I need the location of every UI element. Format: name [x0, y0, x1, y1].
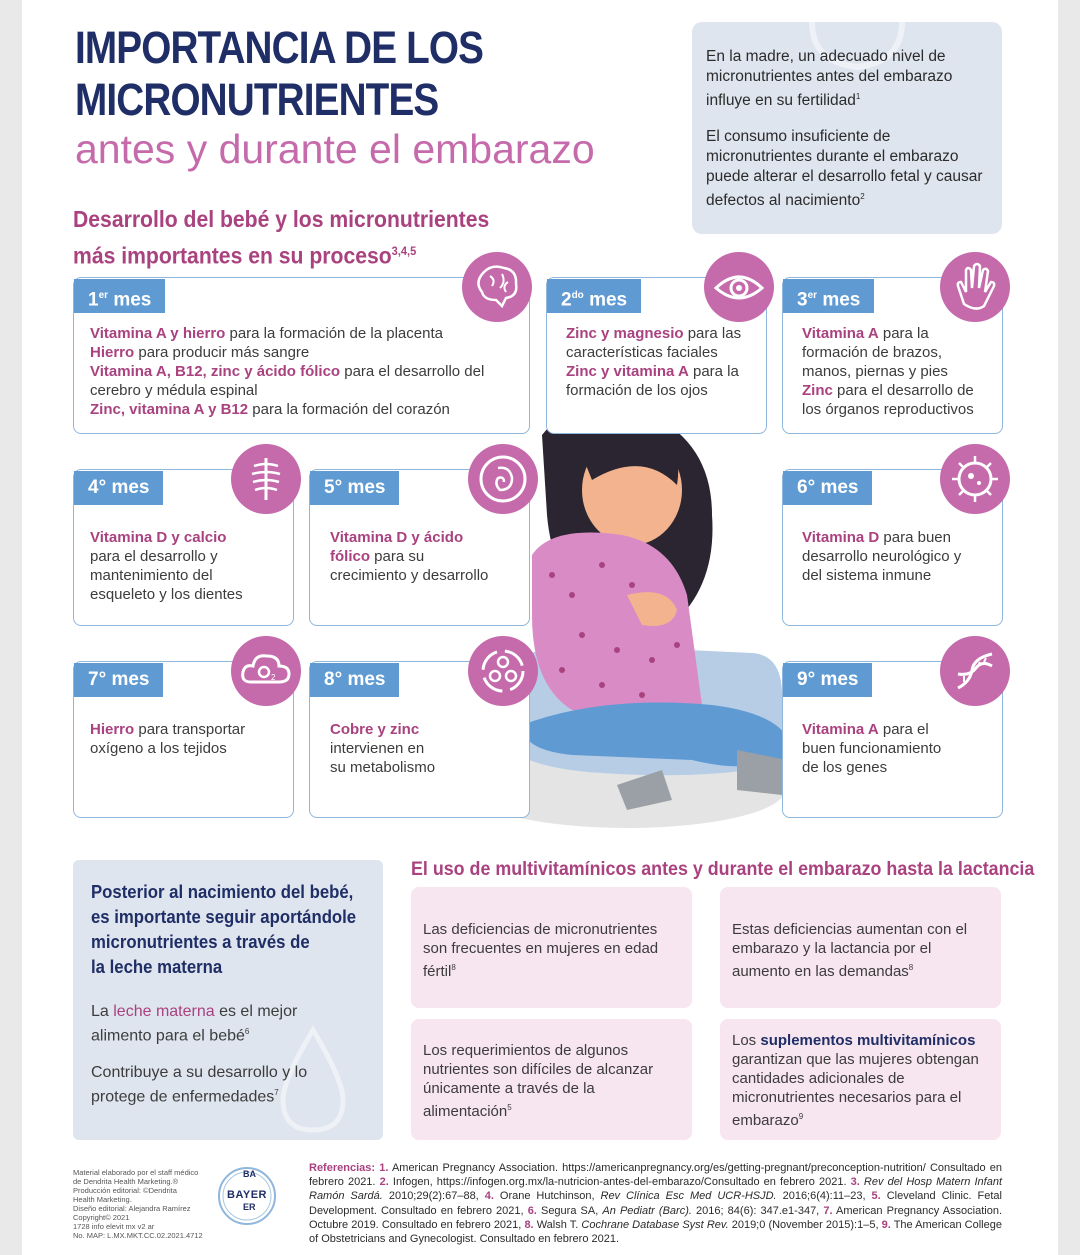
bayer-logo-vertical-top: BA: [243, 1169, 256, 1179]
month-3-text: [802, 324, 974, 419]
nutrient-name: Zinc, vitamina A y B12: [90, 401, 249, 418]
references: [309, 1161, 1002, 1246]
month-text-line: [566, 343, 741, 362]
month-1-text: [90, 324, 484, 419]
reference-text: Orane Hutchinson,: [493, 1190, 601, 1203]
bayer-logo: [217, 1166, 277, 1226]
info-paragraph-1: En la madre, un adecuado nivel de micronutrientes antes del embarazo influye en su fertilidad$^1$: [706, 48, 953, 110]
dna-icon: [940, 636, 1010, 706]
nutrient-purpose: desarrollo neurológico y: [802, 548, 962, 565]
nutrient-name: Vitamina D: [802, 529, 880, 546]
nutrient-purpose: cerebro y médula espinal: [90, 382, 258, 399]
month-1-tag: 1er mes: [74, 279, 165, 313]
oxygen-cloud-icon: [231, 636, 301, 706]
reference-text: 2016; 84(6): 347.e1-347,: [691, 1204, 824, 1217]
month-text-line: [802, 400, 974, 419]
page-title: [75, 22, 483, 126]
nutrient-purpose: para producir más sangre: [134, 344, 310, 361]
month-2-text: [566, 324, 741, 400]
reference-text: Cleveland Clinic. Fetal Development. Consultado en febrero 2021,: [309, 1190, 1002, 1217]
section-title-line-2: más importantes en su proceso$^{3,4,5}$: [73, 242, 417, 269]
month-text-line: [90, 739, 245, 758]
reference-text: American Pregnancy Association. Octubre 2019. Consultado en febrero 2021,: [309, 1204, 1003, 1231]
reference-number: 4.: [484, 1190, 494, 1203]
nutrient-purpose: para la formación de la placenta: [225, 325, 443, 342]
nutrient-name: Vitamina A, B12, zinc y ácido fólico: [90, 363, 341, 380]
month-2-tag: $2^{do}$ mes: [547, 279, 641, 313]
month-5-text: [330, 528, 488, 585]
eye-icon: [704, 252, 774, 322]
month-text-line: [566, 381, 741, 400]
month-5-tag: 5° mes: [310, 471, 399, 505]
reference-text: Walsh T.: [533, 1218, 582, 1231]
reference-text: American Pregnancy Association. https://americanpregnancy.org/es/getting-pregnant/preconception-nutrition/ Consultado en febrero 2021.: [309, 1162, 1002, 1189]
month-3-tag: 3er mes: [783, 279, 874, 313]
month-text-line: [802, 324, 974, 343]
nutrient-purpose: para la formación del corazón: [248, 401, 450, 418]
reference-text: Infogen, https://infogen.org.mx/la-nutricion-antes-del-embarazo/Consultado en febrero 2021.: [388, 1176, 851, 1189]
month-text-line: [802, 566, 961, 585]
nutrient-name: fólico: [330, 548, 370, 565]
nutrient-purpose: características faciales: [566, 344, 718, 361]
svg-text:2: 2: [271, 673, 276, 682]
month-text-line: [330, 547, 488, 566]
post-birth-paragraph-2: Contribuye a su desarrollo y lo protege de enfermedades$^7$: [91, 1064, 308, 1106]
nutrient-name: Vitamina A: [802, 325, 879, 342]
brain-icon: [462, 252, 532, 322]
month-text-line: [566, 362, 741, 381]
post-birth-box: [73, 860, 383, 1140]
month-text-line: [90, 343, 484, 362]
month-7-tag: 7° mes: [74, 663, 163, 697]
multivitamin-box-2: [720, 887, 1001, 1008]
month-text-line: [802, 758, 941, 777]
month-text-line: [802, 362, 974, 381]
reference-text: Segura SA,: [536, 1204, 603, 1217]
month-text-line: [330, 528, 488, 547]
nutrient-purpose: de los genes: [802, 759, 888, 776]
nutrient-purpose: para el desarrollo de: [832, 382, 974, 399]
month-text-line: [802, 720, 941, 739]
infographic-page: [22, 0, 1058, 1255]
hand-icon: [940, 252, 1010, 322]
bayer-logo-horizontal: BAYER: [227, 1189, 267, 1201]
box-3-text: Los requerimientos de algunos nutrientes son difíciles de alcanzar únicamente a través de la alimentación$^5$: [423, 1042, 654, 1120]
month-text-line: [330, 758, 435, 777]
metabolism-icon: [468, 636, 538, 706]
nutrient-name: Vitamina D y calcio: [90, 529, 227, 546]
nutrient-purpose: para el desarrollo del: [340, 363, 485, 380]
nutrient-purpose: formación de brazos,: [802, 344, 943, 361]
nutrient-name: Vitamina A: [802, 721, 879, 738]
nutrient-purpose: para transportar: [134, 721, 246, 738]
month-text-line: [90, 566, 243, 585]
month-text-line: [802, 547, 961, 566]
nutrient-purpose: para el desarrollo y: [90, 548, 218, 565]
reference-journal: Rev Clínica Esc Med UCR-HSJD.: [600, 1190, 777, 1203]
credits-text: Material elaborado por el staff médico de Dendrita Health Marketing.® Producción editorial: ©Dendrita Health Marketing. Diseño editorial: Alejandra Ramírez Copyright© 2021 1728 info elevit mx v2 ar No. MAP: L.MX.MKT.CC.02.2021.4712: [73, 1168, 203, 1240]
section-title-line-1: Desarrollo del bebé y los micronutrientes: [73, 206, 490, 232]
month-text-line: [90, 720, 245, 739]
nutrient-purpose: buen funcionamiento: [802, 740, 942, 757]
multivitamin-box-1: [411, 887, 692, 1008]
month-text-line: [330, 566, 488, 585]
box-4-text: Los suplementos multivitamínicos garantizan que las mujeres obtengan cantidades adicionales de micronutrientes necesarios para el embarazo$^9$: [732, 1032, 979, 1129]
nutrient-purpose: del sistema inmune: [802, 567, 932, 584]
box-1-text: Las deficiencias de micronutrientes son frecuentes en mujeres en edad fértil$^8$: [423, 921, 659, 980]
multivitamin-heading: El uso de multivitamínicos antes y durante el embarazo hasta la lactancia: [411, 859, 1035, 880]
page-subtitle: antes y durante el embarazo: [75, 126, 595, 172]
month-text-line: [90, 324, 484, 343]
reference-number: 9.: [881, 1218, 891, 1231]
month-text-line: [90, 381, 484, 400]
nutrient-purpose: oxígeno a los tejidos: [90, 740, 227, 757]
month-text-line: [802, 739, 941, 758]
month-8-text: [330, 720, 435, 777]
reference-journal: An Pediatr (Barc).: [602, 1204, 692, 1217]
month-8-tag: 8° mes: [310, 663, 399, 697]
month-text-line: [90, 547, 243, 566]
nutrient-name: Zinc: [802, 382, 833, 399]
month-text-line: [802, 343, 974, 362]
nutrient-name: Zinc y magnesio: [566, 325, 684, 342]
reference-number: 1.: [379, 1162, 389, 1174]
nutrient-purpose: para buen: [879, 529, 951, 546]
fetus-icon: [468, 444, 538, 514]
multivitamin-box-3: [411, 1019, 692, 1140]
nutrient-name: Vitamina A y hierro: [90, 325, 226, 342]
month-6-tag: 6° mes: [783, 471, 872, 505]
nutrient-purpose: su metabolismo: [330, 759, 436, 776]
month-text-line: [90, 528, 243, 547]
skeleton-icon: [231, 444, 301, 514]
reference-text: 2010;29(2):67–88,: [382, 1190, 485, 1203]
reference-text: The American College of Obstetricians and Gynecologist. Consultado en febrero 2021.: [309, 1218, 1002, 1246]
title-line-1: IMPORTANCIA DE LOS: [75, 22, 484, 73]
nutrient-name: Hierro: [90, 721, 135, 738]
reference-number: 6.: [527, 1204, 537, 1217]
nutrient-name: Cobre y zinc: [330, 721, 420, 738]
month-text-line: [330, 739, 435, 758]
nutrient-purpose: los órganos reproductivos: [802, 401, 974, 418]
box-2-text: Estas deficiencias aumentan con el embarazo y la lactancia por el aumento en las demandas$^8$: [732, 921, 968, 980]
month-9-tag: 9° mes: [783, 663, 872, 697]
nutrient-purpose: para el: [878, 721, 929, 738]
month-text-line: [90, 362, 484, 381]
immune-cell-icon: [940, 444, 1010, 514]
info-paragraph-2: El consumo insuficiente de micronutrientes durante el embarazo puede alterar el desarrollo fetal y causar defectos al nacimiento$^2$: [706, 128, 983, 210]
nutrient-name: Zinc y vitamina A: [566, 363, 689, 380]
reference-number: 2.: [379, 1176, 389, 1189]
nutrient-purpose: manos, piernas y pies: [802, 363, 948, 380]
month-text-line: [90, 585, 243, 604]
month-7-text: [90, 720, 245, 758]
month-text-line: [90, 400, 484, 419]
bayer-logo-vertical-bottom: ER: [243, 1202, 256, 1212]
title-line-2: MICRONUTRIENTES: [75, 74, 439, 125]
month-9-text: [802, 720, 941, 777]
reference-text: 2019;0 (November 2015):1–5,: [728, 1218, 882, 1231]
month-text-line: [802, 528, 961, 547]
intro-info-box: [692, 22, 1002, 234]
nutrient-purpose: para la: [878, 325, 929, 342]
nutrient-name: Hierro: [90, 344, 135, 361]
reference-number: 8.: [524, 1218, 534, 1231]
reference-journal: Cochrane Database Syst Rev.: [581, 1218, 729, 1231]
month-6-text: [802, 528, 961, 585]
reference-journal: Rev del Hosp Matern Infant Ramón Sardá.: [309, 1176, 1002, 1203]
month-text-line: [330, 720, 435, 739]
month-4-text: [90, 528, 243, 604]
nutrient-name: Vitamina D y ácido: [330, 529, 464, 546]
month-4-tag: 4° mes: [74, 471, 163, 505]
nutrient-purpose: formación de los ojos: [566, 382, 708, 399]
reference-number: 5.: [871, 1190, 881, 1203]
nutrient-purpose: intervienen en: [330, 740, 425, 757]
reference-number: 7.: [823, 1204, 833, 1217]
nutrient-purpose: crecimiento y desarrollo: [330, 567, 489, 584]
multivitamin-box-4: [720, 1019, 1001, 1140]
reference-text: 2016;6(4):11–23,: [776, 1190, 872, 1203]
reference-number: 3.: [850, 1176, 860, 1189]
post-birth-heading: Posterior al nacimiento del bebé, es importante seguir aportándole micronutrientes a través de la leche materna: [91, 882, 357, 977]
references-label: Referencias:: [309, 1162, 380, 1174]
nutrient-purpose: para las: [683, 325, 742, 342]
section-title: [73, 203, 489, 272]
month-text-line: [566, 324, 741, 343]
nutrient-purpose: para su: [370, 548, 425, 565]
post-birth-paragraph-1: La leche materna es el mejor alimento para el bebé$^6$: [91, 1003, 298, 1045]
month-text-line: [802, 381, 974, 400]
nutrient-purpose: mantenimiento del: [90, 567, 213, 584]
nutrient-purpose: esqueleto y los dientes: [90, 586, 243, 603]
nutrient-purpose: para la: [688, 363, 739, 380]
